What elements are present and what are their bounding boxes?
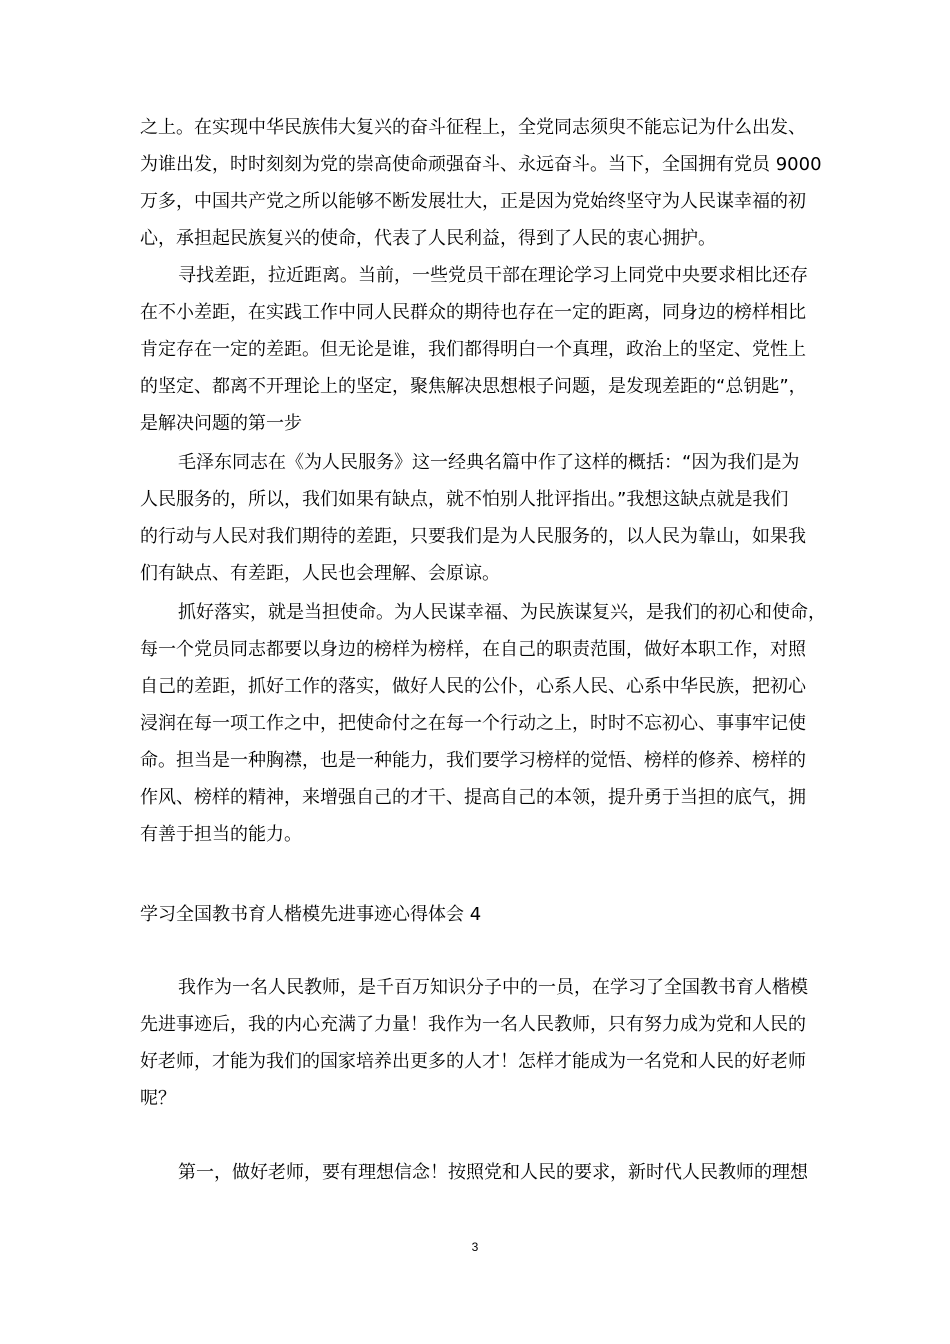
paragraph-line: 之上。在实现中华民族伟大复兴的奋斗征程上，全党同志须臾不能忘记为什么出发、 bbox=[140, 117, 806, 138]
section-heading: 学习全国教书育人楷模先进事迹心得体会 4 bbox=[140, 904, 482, 925]
paragraph-line: 寻找差距，拉近距离。当前，一些党员干部在理论学习上同党中央要求相比还存 bbox=[178, 265, 808, 286]
paragraph-line: 肯定存在一定的差距。但无论是谁，我们都得明白一个真理，政治上的坚定、党性上 bbox=[140, 339, 806, 360]
paragraph-line: 命。担当是一种胸襟，也是一种能力，我们要学习榜样的觉悟、榜样的修养、榜样的 bbox=[140, 750, 806, 771]
paragraph-line: 有善于担当的能力。 bbox=[140, 824, 302, 845]
paragraph-line: 好老师，才能为我们的国家培养出更多的人才！怎样才能成为一名党和人民的好老师 bbox=[140, 1051, 806, 1072]
paragraph-line: 的坚定、都离不开理论上的坚定，聚焦解决思想根子问题，是发现差距的“总钥匙”， bbox=[140, 376, 807, 397]
paragraph-line: 第一，做好老师，要有理想信念！按照党和人民的要求，新时代人民教师的理想 bbox=[178, 1162, 808, 1183]
paragraph-line: 是解决问题的第一步 bbox=[140, 413, 302, 434]
paragraph-line: 们有缺点、有差距，人民也会理解、会原谅。 bbox=[140, 563, 500, 584]
page-number: 3 bbox=[471, 1240, 479, 1254]
paragraph-line: 每一个党员同志都要以身边的榜样为榜样，在自己的职责范围，做好本职工作，对照 bbox=[140, 639, 806, 660]
paragraph-line: 浸润在每一项工作之中，把使命付之在每一个行动之上，时时不忘初心、事事牢记使 bbox=[140, 713, 806, 734]
paragraph-line: 为谁出发，时时刻刻为党的崇高使命顽强奋斗、永远奋斗。当下，全国拥有党员 9000 bbox=[140, 154, 822, 175]
paragraph-line: 毛泽东同志在《为人民服务》这一经典名篇中作了这样的概括：“因为我们是为 bbox=[178, 452, 800, 473]
paragraph-line: 我作为一名人民教师，是千百万知识分子中的一员，在学习了全国教书育人楷模 bbox=[178, 977, 808, 998]
paragraph-line: 自己的差距，抓好工作的落实，做好人民的公仆，心系人民、心系中华民族，把初心 bbox=[140, 676, 806, 697]
paragraph-line: 抓好落实，就是当担使命。为人民谋幸福、为民族谋复兴，是我们的初心和使命， bbox=[178, 602, 826, 623]
paragraph-line: 心，承担起民族复兴的使命，代表了人民利益，得到了人民的衷心拥护。 bbox=[140, 228, 716, 249]
paragraph-line: 作风、榜样的精神，来增强自己的才干、提高自己的本领，提升勇于当担的底气，拥 bbox=[140, 787, 806, 808]
paragraph-line: 呢？ bbox=[140, 1088, 176, 1109]
paragraph-line: 在不小差距，在实践工作中同人民群众的期待也存在一定的距离，同身边的榜样相比 bbox=[140, 302, 806, 323]
paragraph-line: 万多，中国共产党之所以能够不断发展壮大，正是因为党始终坚守为人民谋幸福的初 bbox=[140, 191, 806, 212]
paragraph-line: 人民服务的，所以，我们如果有缺点，就不怕别人批评指出。”我想这缺点就是我们 bbox=[140, 489, 789, 510]
paragraph-line: 的行动与人民对我们期待的差距，只要我们是为人民服务的，以人民为靠山，如果我 bbox=[140, 526, 806, 547]
paragraph-line: 先进事迹后，我的内心充满了力量！我作为一名人民教师，只有努力成为党和人民的 bbox=[140, 1014, 806, 1035]
